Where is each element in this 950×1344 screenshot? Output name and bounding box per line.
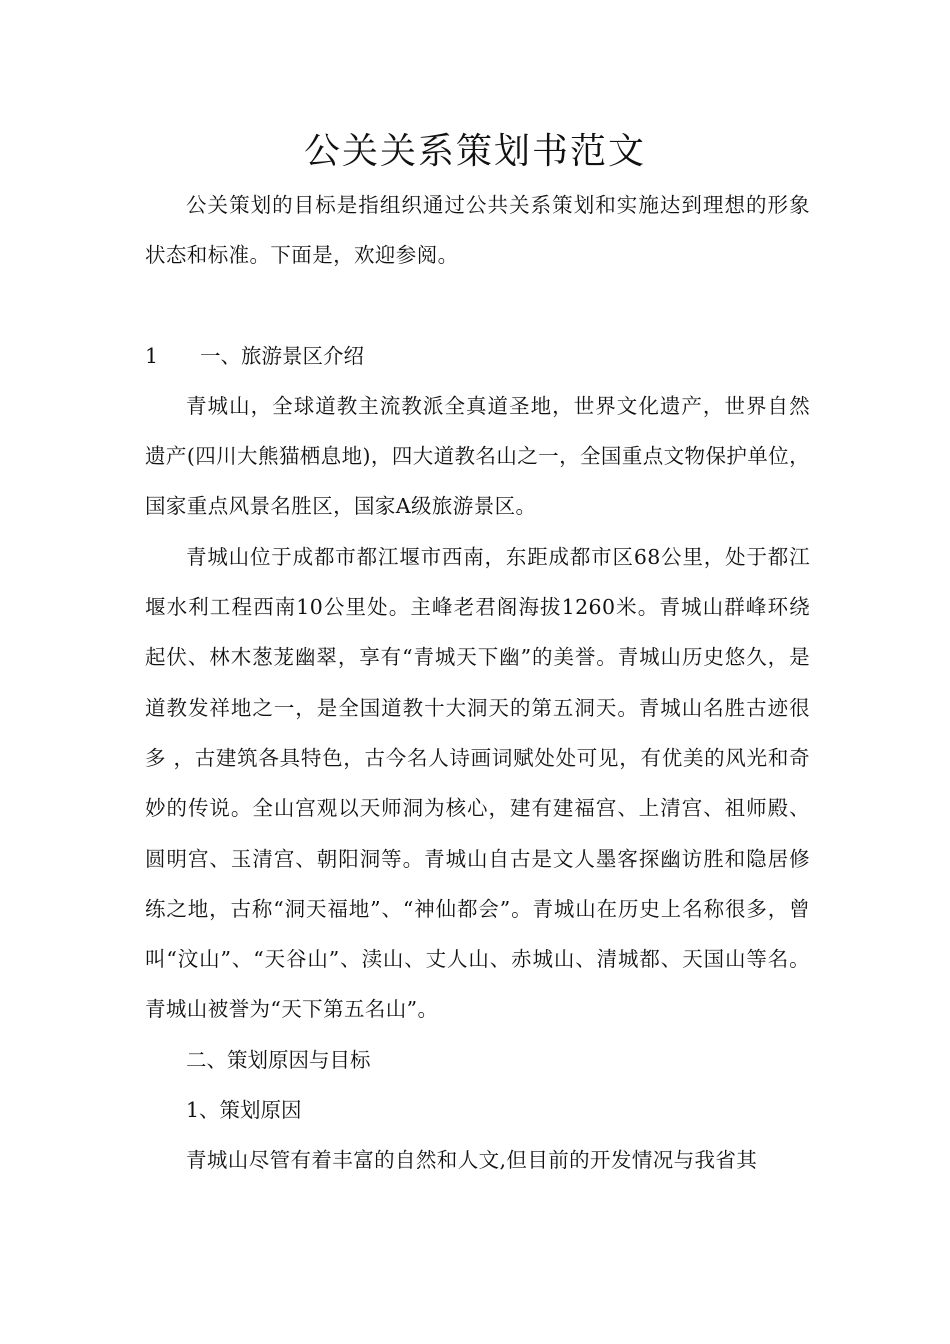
section-1-heading xyxy=(145,331,810,381)
document-body xyxy=(145,180,810,1186)
section-2-heading: 二、策划原因与目标 xyxy=(186,1047,371,1072)
document-title: 公关关系策划书范文 xyxy=(303,131,646,172)
section-1-paragraph-2: 青城山位于成都市都江堰市西南，东距成都市区68公里，处于都江堰水利工程西南10公里处。主峰老君阁海拔1260米。青城山群峰环绕起伏、林木葱茏幽翠，享有“青城天下幽”的美誉。青城山历史悠久，是道教发祥地之一，是全国道教十大洞天的第五洞天。青城山名胜古迹很多 ，古建筑各具特色，古今名人诗画词赋处处可见，有优美的风光和奇妙的传说。全山宫观以天师洞为核心，建有建福宫、上清宫、祖师殿、圆明宫、玉清宫、朝阳洞等。青城山自古是文人墨客探幽访胜和隐居修练之地，古称“洞天福地”、“神仙都会”。青城山在历史上名称很多，曾叫“汶山”、“天谷山”、渎山、丈人山、赤城山、清城都、天国山等名。青城山被誉为“天下第五名山”。 xyxy=(145,544,810,1022)
section-2-subheading: 1、策划原因 xyxy=(186,1098,302,1123)
section-1-title: 一、旅游景区介绍 xyxy=(200,343,364,368)
section-1-paragraph-1: 青城山，全球道教主流教派全真道圣地，世界文化遗产，世界自然遗产(四川大熊猫栖息地)，四大道教名山之一，全国重点文物保护单位，国家重点风景名胜区，国家A级旅游景区。 xyxy=(145,393,810,519)
section-1-number: 1 xyxy=(145,343,159,368)
intro-paragraph: 公关策划的目标是指组织通过公共关系策划和实施达到理想的形象状态和标准。下面是，欢迎参阅。 xyxy=(145,193,810,268)
section-2-paragraph: 青城山尽管有着丰富的自然和人文,但目前的开发情况与我省其 xyxy=(186,1148,758,1173)
